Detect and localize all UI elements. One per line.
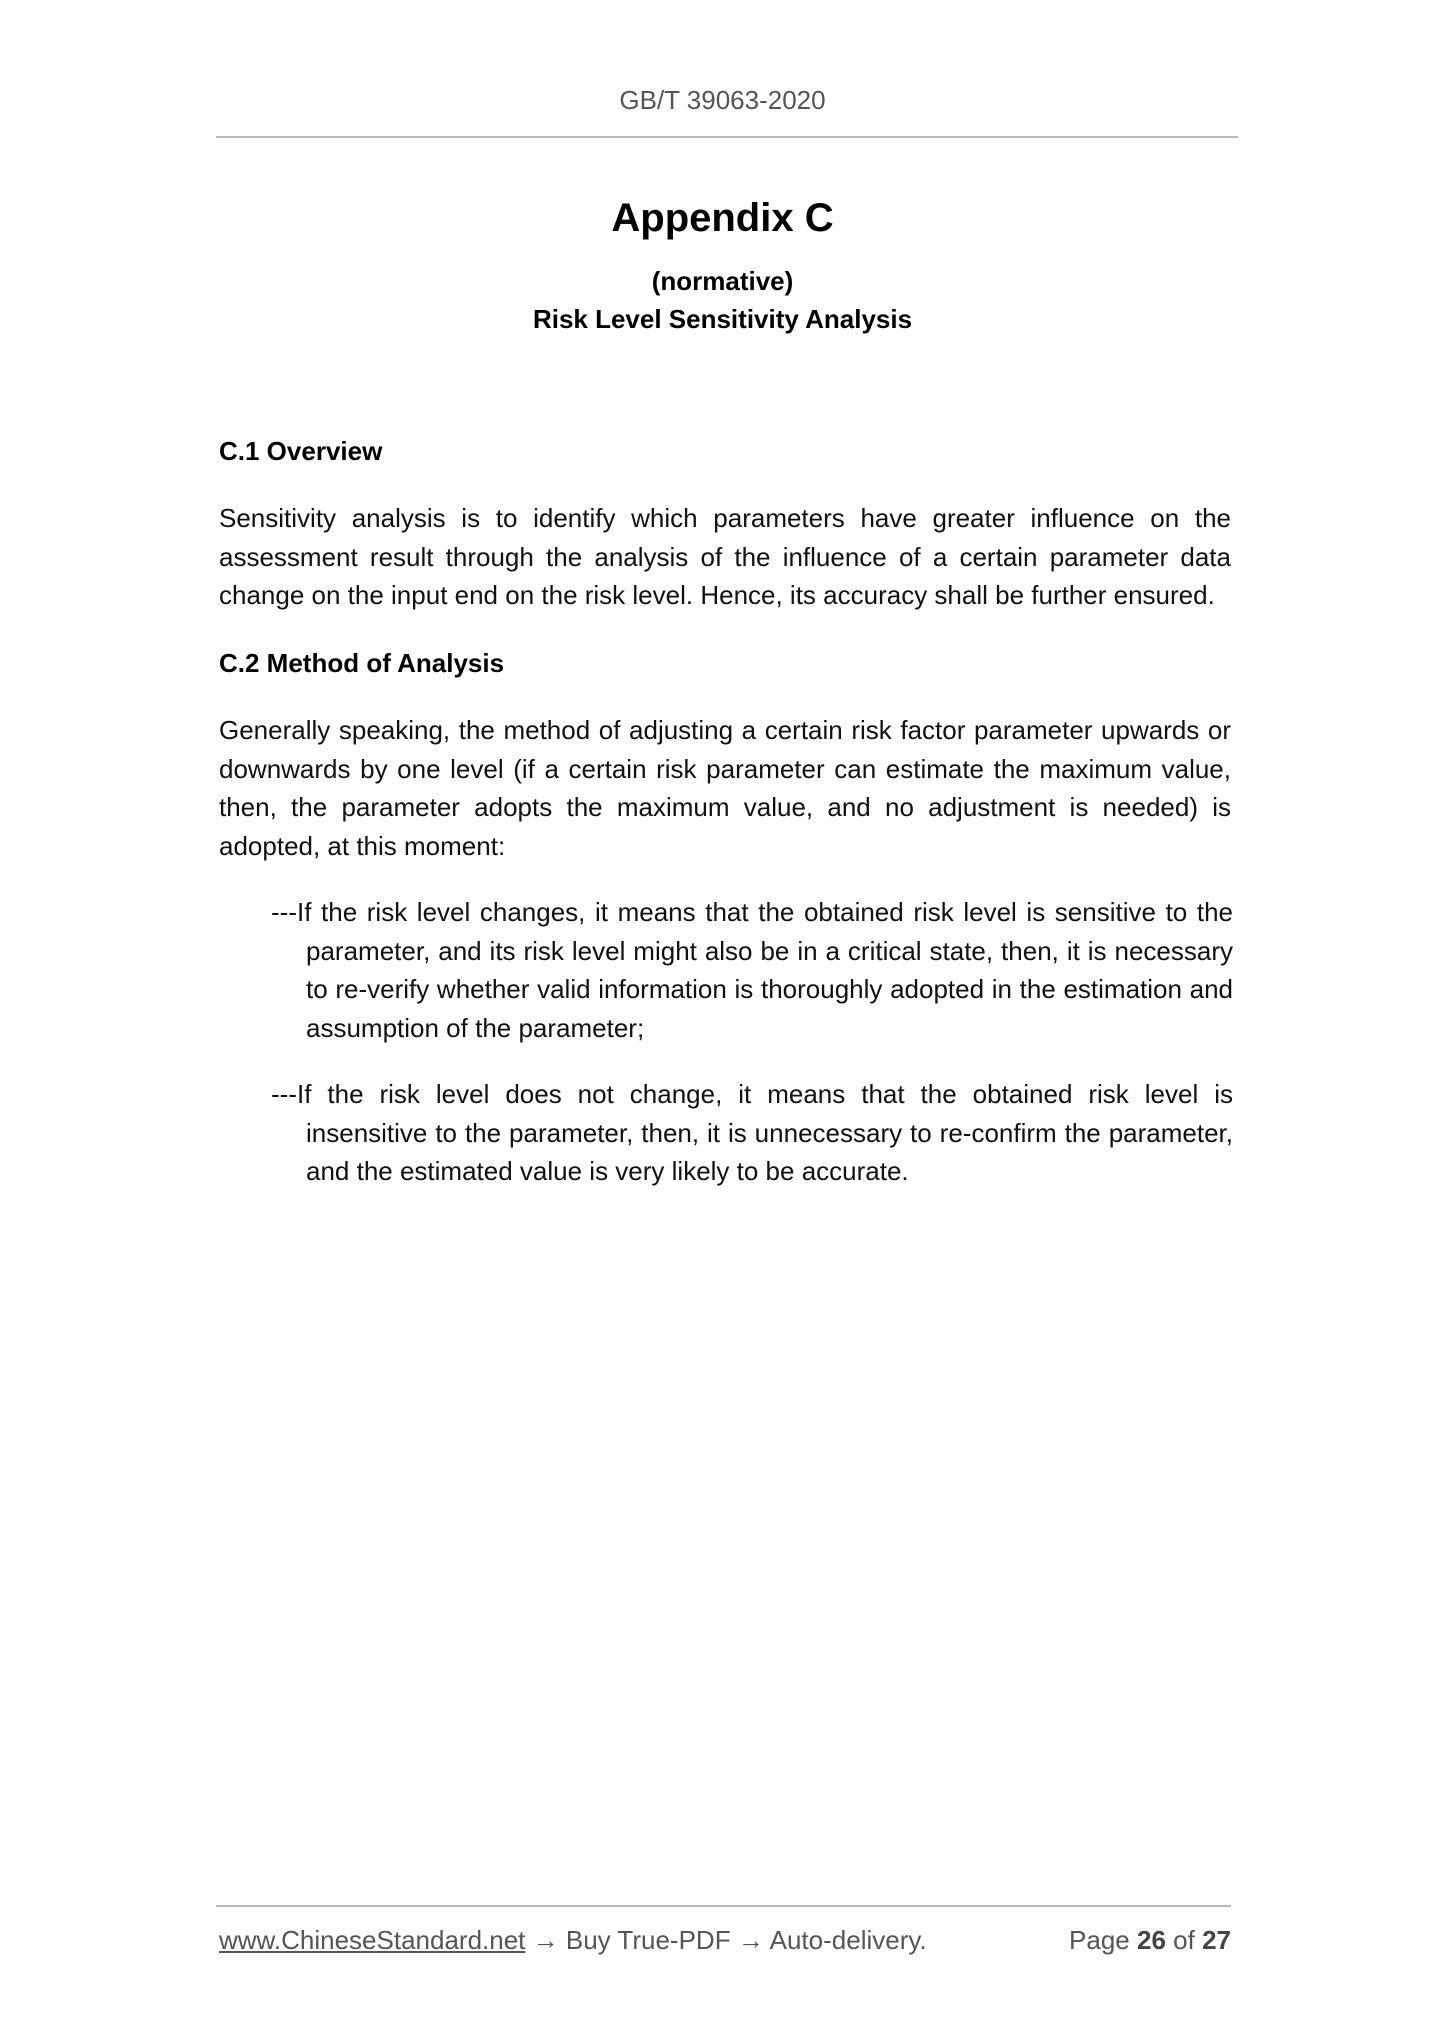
- delivery-text: Auto-delivery.: [769, 1925, 927, 1955]
- page-current: 26: [1137, 1925, 1166, 1955]
- footer-divider: [216, 1905, 1231, 1907]
- page-footer: [219, 1925, 1231, 1965]
- page-number: [1069, 1925, 1231, 1956]
- appendix-title: Appendix C: [611, 196, 834, 240]
- section-body-c1: Sensitivity analysis is to identify which parameters have greater influence on the assessment result through the analysis of the influence of a certain parameter data change on the input end on the risk level. Hence, its accuracy shall be further ensured.: [219, 503, 1231, 610]
- appendix-name: Risk Level Sensitivity Analysis: [532, 304, 913, 334]
- appendix-type: (normative): [651, 266, 794, 296]
- section-heading-c1: C.1 Overview: [219, 436, 383, 466]
- arrow-right-icon: →: [532, 1925, 559, 1955]
- page-total: 27: [1202, 1925, 1231, 1955]
- of-label: of: [1173, 1925, 1195, 1955]
- website-link[interactable]: www.ChineseStandard.net: [219, 1925, 526, 1955]
- buy-text: Buy True-PDF: [565, 1925, 731, 1955]
- document-code-header: GB/T 39063-2020: [619, 85, 826, 115]
- header-divider: [216, 136, 1238, 138]
- footer-promo: [219, 1925, 927, 1956]
- page-label: Page: [1069, 1925, 1130, 1955]
- section-body-c2: Generally speaking, the method of adjusting a certain risk factor parameter upwards or downwards by one level (if a certain risk parameter can estimate the maximum value, then, the parameter adopts the maximum value, and no adjustment is needed) is adopted, at this moment:: [219, 715, 1231, 861]
- arrow-right-icon: →: [737, 1925, 764, 1955]
- list-item: ---If the risk level does not change, it means that the obtained risk level is insensitive to the parameter, then, it is unnecessary to re-confirm the parameter, and the estimated value is very likely to be accurate.: [271, 1079, 1233, 1186]
- section-heading-c2: C.2 Method of Analysis: [219, 648, 505, 678]
- list-item: ---If the risk level changes, it means that the obtained risk level is sensitive to the parameter, and its risk level might also be in a critical state, then, it is necessary to re-verify whether valid information is thoroughly adopted in the estimation and assumption of the parameter;: [271, 897, 1233, 1043]
